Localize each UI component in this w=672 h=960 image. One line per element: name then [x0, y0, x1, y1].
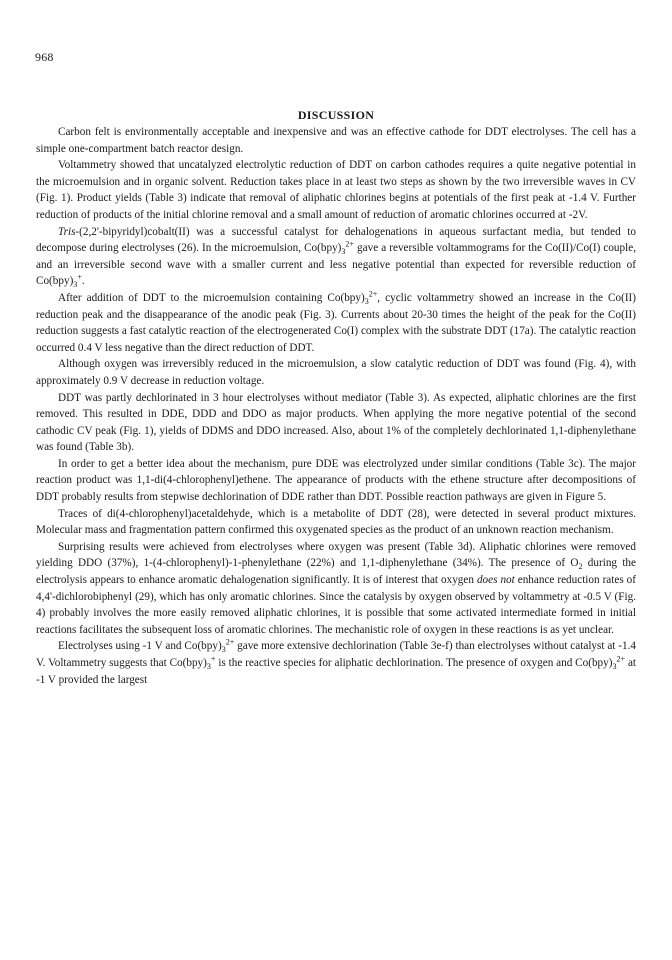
paragraph — [36, 157, 636, 223]
paragraph — [36, 290, 636, 356]
text-run: does not — [476, 574, 515, 587]
text-run: during the electrolysis appears to enhance aromatic dehalogenation significantly. It is of interest that oxygen — [36, 557, 636, 587]
text-run: DDT was partly dechlorinated in 3 hour electrolyses without mediator (Table 3). As expected, aliphatic chlorines are the first removed. This resulted in DDE, DDD and DDO as major products. When applying the more negative potential of the second cathodic CV peak (Fig. 1), yields of DDMS and DDO increased. Also, about 1% of the completely dechlorinated 1,1-diphenylethane was found (Table 3b). — [36, 391, 636, 454]
text-run: 2+ — [345, 239, 354, 249]
text-run: gave more extensive dechlorination (Table 3e-f) than electrolyses without catalyst at -1.4 V. Voltammetry suggests that Co(bpy) — [36, 640, 636, 669]
text-run: . — [81, 275, 85, 288]
text-run: + — [210, 654, 216, 664]
section-heading: DISCUSSION — [297, 108, 375, 122]
text-run: at -1 V provided the largest — [36, 657, 637, 686]
text-run: 3 — [364, 297, 369, 307]
text-run: 3 — [73, 280, 78, 290]
text-run: gave a reversible voltammograms for the Co(II)/Co(I) couple, and an irreversible second wave with a smaller current and less negative potential than expected for reversible reduction of Co(bpy) — [36, 242, 636, 288]
text-run: 2+ — [225, 637, 235, 647]
paragraph — [36, 506, 636, 539]
text-run: After addition of DDT to the microemulsion containing Co(bpy) — [58, 291, 365, 304]
text-run: 3 — [612, 662, 617, 672]
text-run: enhance reduction rates of 4,4'-dichlorobiphenyl (29), which has only aromatic chlorines. Since the catalysis by oxygen observed by voltammetry at -0.5 V (Fig. 4) probably involves the more easily removed aliphatic chlorines, it is possible that some activated intermediate formed in initial reactions facilitates the subsequent loss of aromatic chlorines. The mechanistic role of oxygen in these reactions is as yet unclear. — [36, 574, 637, 636]
text-run: 2+ — [368, 289, 378, 299]
paragraph — [36, 224, 636, 290]
text-run: 3 — [221, 645, 226, 655]
paragraph — [36, 638, 636, 688]
paragraph — [36, 124, 636, 157]
paragraph — [36, 456, 636, 506]
page-number: 968 — [35, 50, 54, 64]
text-run: Voltammetry showed that uncatalyzed electrolytic reduction of DDT on carbon cathodes requires a quite negative potential in the microemulsion and in organic solvent. Reduction takes place in at least two steps as shown by the two irreversible waves in CV (Fig. 1). Product yields (Table 3) indicate that removal of aliphatic chlorines begins at potentials of the first peak at -1.4 V. Further reduction of products of the initial chlorine removal and a small amount of reduction of aromatic chlorines occurred at -2V. — [36, 159, 636, 221]
text-run: Carbon felt is environmentally acceptable and inexpensive and was an effective cathode for DDT electrolyses. The cell has a simple one-compartment batch reactor design. — [36, 126, 636, 155]
text-run: is the reactive species for aliphatic dechlorination. The presence of oxygen and Co(bpy) — [215, 657, 613, 669]
text-run: Traces of di(4-chlorophenyl)acetaldehyde, which is a metabolite of DDT (28), were detected in several product mixtures. Molecular mass and fragmentation pattern confirmed this oxygenated species as the product of an unknown reaction mechanism. — [36, 507, 636, 537]
text-run: Although oxygen was irreversibly reduced in the microemulsion, a slow catalytic reduction of DDT was found (Fig. 4), with approximately 0.9 V decrease in reduction voltage. — [36, 358, 636, 387]
text-run: , cyclic voltammetry showed an increase in the Co(II) reduction peak and the disappearance of the anodic peak (Fig. 3). Currents about 20-30 times the height of the peak for the Co(II) reduction suggests a fast catalytic reaction of the electrogenerated Co(I) complex with the substrate DDT (17a). The catalytic reaction occurred 0.4 V less negative than the direct reduction of DDT. — [36, 291, 636, 354]
text-run: Tris — [58, 225, 76, 238]
text-run: Electrolyses using -1 V and Co(bpy) — [58, 640, 222, 653]
paragraph — [36, 390, 636, 456]
text-run: Surprising results were achieved from electrolyses where oxygen was present (Table 3d). Aliphatic chlorines were removed yielding DDO (37%), 1-(4-chlorophenyl)-1-phenylethane (22%) and 1,1-diphenylethane (34%). The presence of O — [36, 540, 636, 570]
paragraph — [36, 539, 636, 639]
text-run: + — [77, 272, 82, 282]
discussion-body — [36, 124, 636, 688]
text-run: -(2,2'-bipyridyl)cobalt(II) was a successful catalyst for dehalogenations in aqueous surfactant media, but tended to decompose during electrolyses (26). In the microemulsion, Co(bpy) — [36, 225, 636, 255]
text-run: 3 — [206, 662, 211, 672]
text-run: In order to get a better idea about the mechanism, pure DDE was electrolyzed under similar conditions (Table 3c). The major reaction product was 1,1-di(4-chlorophenyl)ethene. The appearance of products with the ethene structure after decompositions of DDT probably results from stepwise dechlorination of DDE rather than DDT. Possible reaction pathways are given in Figure 5. — [36, 457, 636, 504]
text-run: 2 — [578, 562, 583, 572]
text-run: 2+ — [616, 654, 626, 664]
text-run: 3 — [341, 247, 346, 257]
paragraph — [36, 356, 636, 389]
